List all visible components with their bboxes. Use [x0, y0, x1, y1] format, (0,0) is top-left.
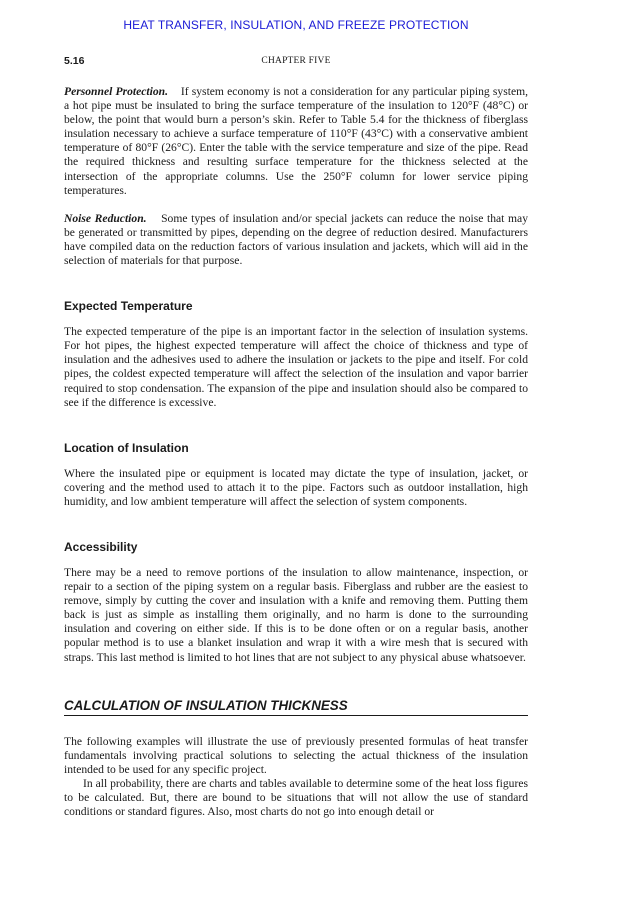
- noise-reduction-paragraph: [64, 212, 528, 268]
- accessibility-heading: Accessibility: [64, 539, 138, 554]
- personnel-protection-runin: Personnel Protection.: [64, 85, 169, 98]
- running-head: HEAT TRANSFER, INSULATION, AND FREEZE PROTECTION: [123, 18, 469, 32]
- calculation-paragraph-1: The following examples will illustrate the use of previously presented formulas of heat transfer fundamentals involving practical solutions to selecting the actual thickness of the insulation intended to be used for any specific project.: [64, 734, 528, 776]
- personnel-protection-text: If system economy is not a consideration for any particular piping system, a hot pipe must be insulated to bring the surface temperature of the insulation to 120°F (48°C) or below, the point that would burn a person’s skin. Refer to Table 5.4 for the thickness of fiberglass insulation necessary to achieve a surface temperature of 110°F (43°C) with a conservative ambient temperature of 80°F (26°C). Enter the table with the service temperature and size of the pipe. Read the required thickness and resulting surface temperature for the thickness selected at the intersection of the appropriate columns. Use the 250°F column for lower service piping temperatures.: [64, 85, 529, 197]
- noise-reduction-text: Some types of insulation and/or special jackets can reduce the noise that may be generated or transmitted by pipes, depending on the degree of reduction desired. Manufacturers have compiled data on the reduction factors of various insulation and jackets, which will aid in the selection of materials for that purpose.: [64, 211, 528, 268]
- page-number: 5.16: [64, 55, 85, 67]
- chapter-label: CHAPTER FIVE: [261, 56, 331, 66]
- calculation-paragraph-2: In all probability, there are charts and tables available to determine some of the heat loss figures to be calculated. But, there are bound to be situations that will not allow the use of standard conditions or standard figures. Also, most charts do not go into enough detail or: [64, 776, 528, 819]
- expected-temperature-heading: Expected Temperature: [64, 299, 193, 314]
- location-text: Where the insulated pipe or equipment is located may dictate the type of insulation, jacket, or covering and the method used to attach it to the pipe. Factors such as outdoor installation, high humidity, and low ambient temperature will affect the selection of system components.: [64, 466, 528, 508]
- location-heading: Location of Insulation: [64, 440, 189, 455]
- page-body: [64, 85, 528, 819]
- accessibility-text: There may be a need to remove portions of the insulation to allow maintenance, inspection, or repair to a section of the piping system on a regular basis. Fiberglass and rubber are the easiest to remove, simply by cutting the cover and insulation with a knife and removing them. Putting them back is just as simple as installing them originally, and no harm is done to the surrounding insulation and covering on either side. If this is to be done often or on a regular basis, another popular method is to use a blanket insulation and wrap it with a wire mesh that is secured with straps. This last method is limited to hot lines that are not subject to any physical abuse whatsoever.: [64, 565, 528, 664]
- personnel-protection-paragraph: [64, 85, 528, 198]
- expected-temperature-text: The expected temperature of the pipe is an important factor in the selection of insulation systems. For hot pipes, the highest expected temperature will affect the choice of thickness and type of insulation and the adhesives used to adhere the insulation or jackets to the pipe and itself. For cold pipes, the coldest expected temperature will affect the selection of the insulation and vapor barrier required to stop condensation. The expansion of the pipe and insulation should also be compared to see if the difference is excessive.: [64, 325, 528, 409]
- calculation-heading: CALCULATION OF INSULATION THICKNESS: [64, 698, 528, 716]
- noise-reduction-runin: Noise Reduction.: [64, 211, 147, 225]
